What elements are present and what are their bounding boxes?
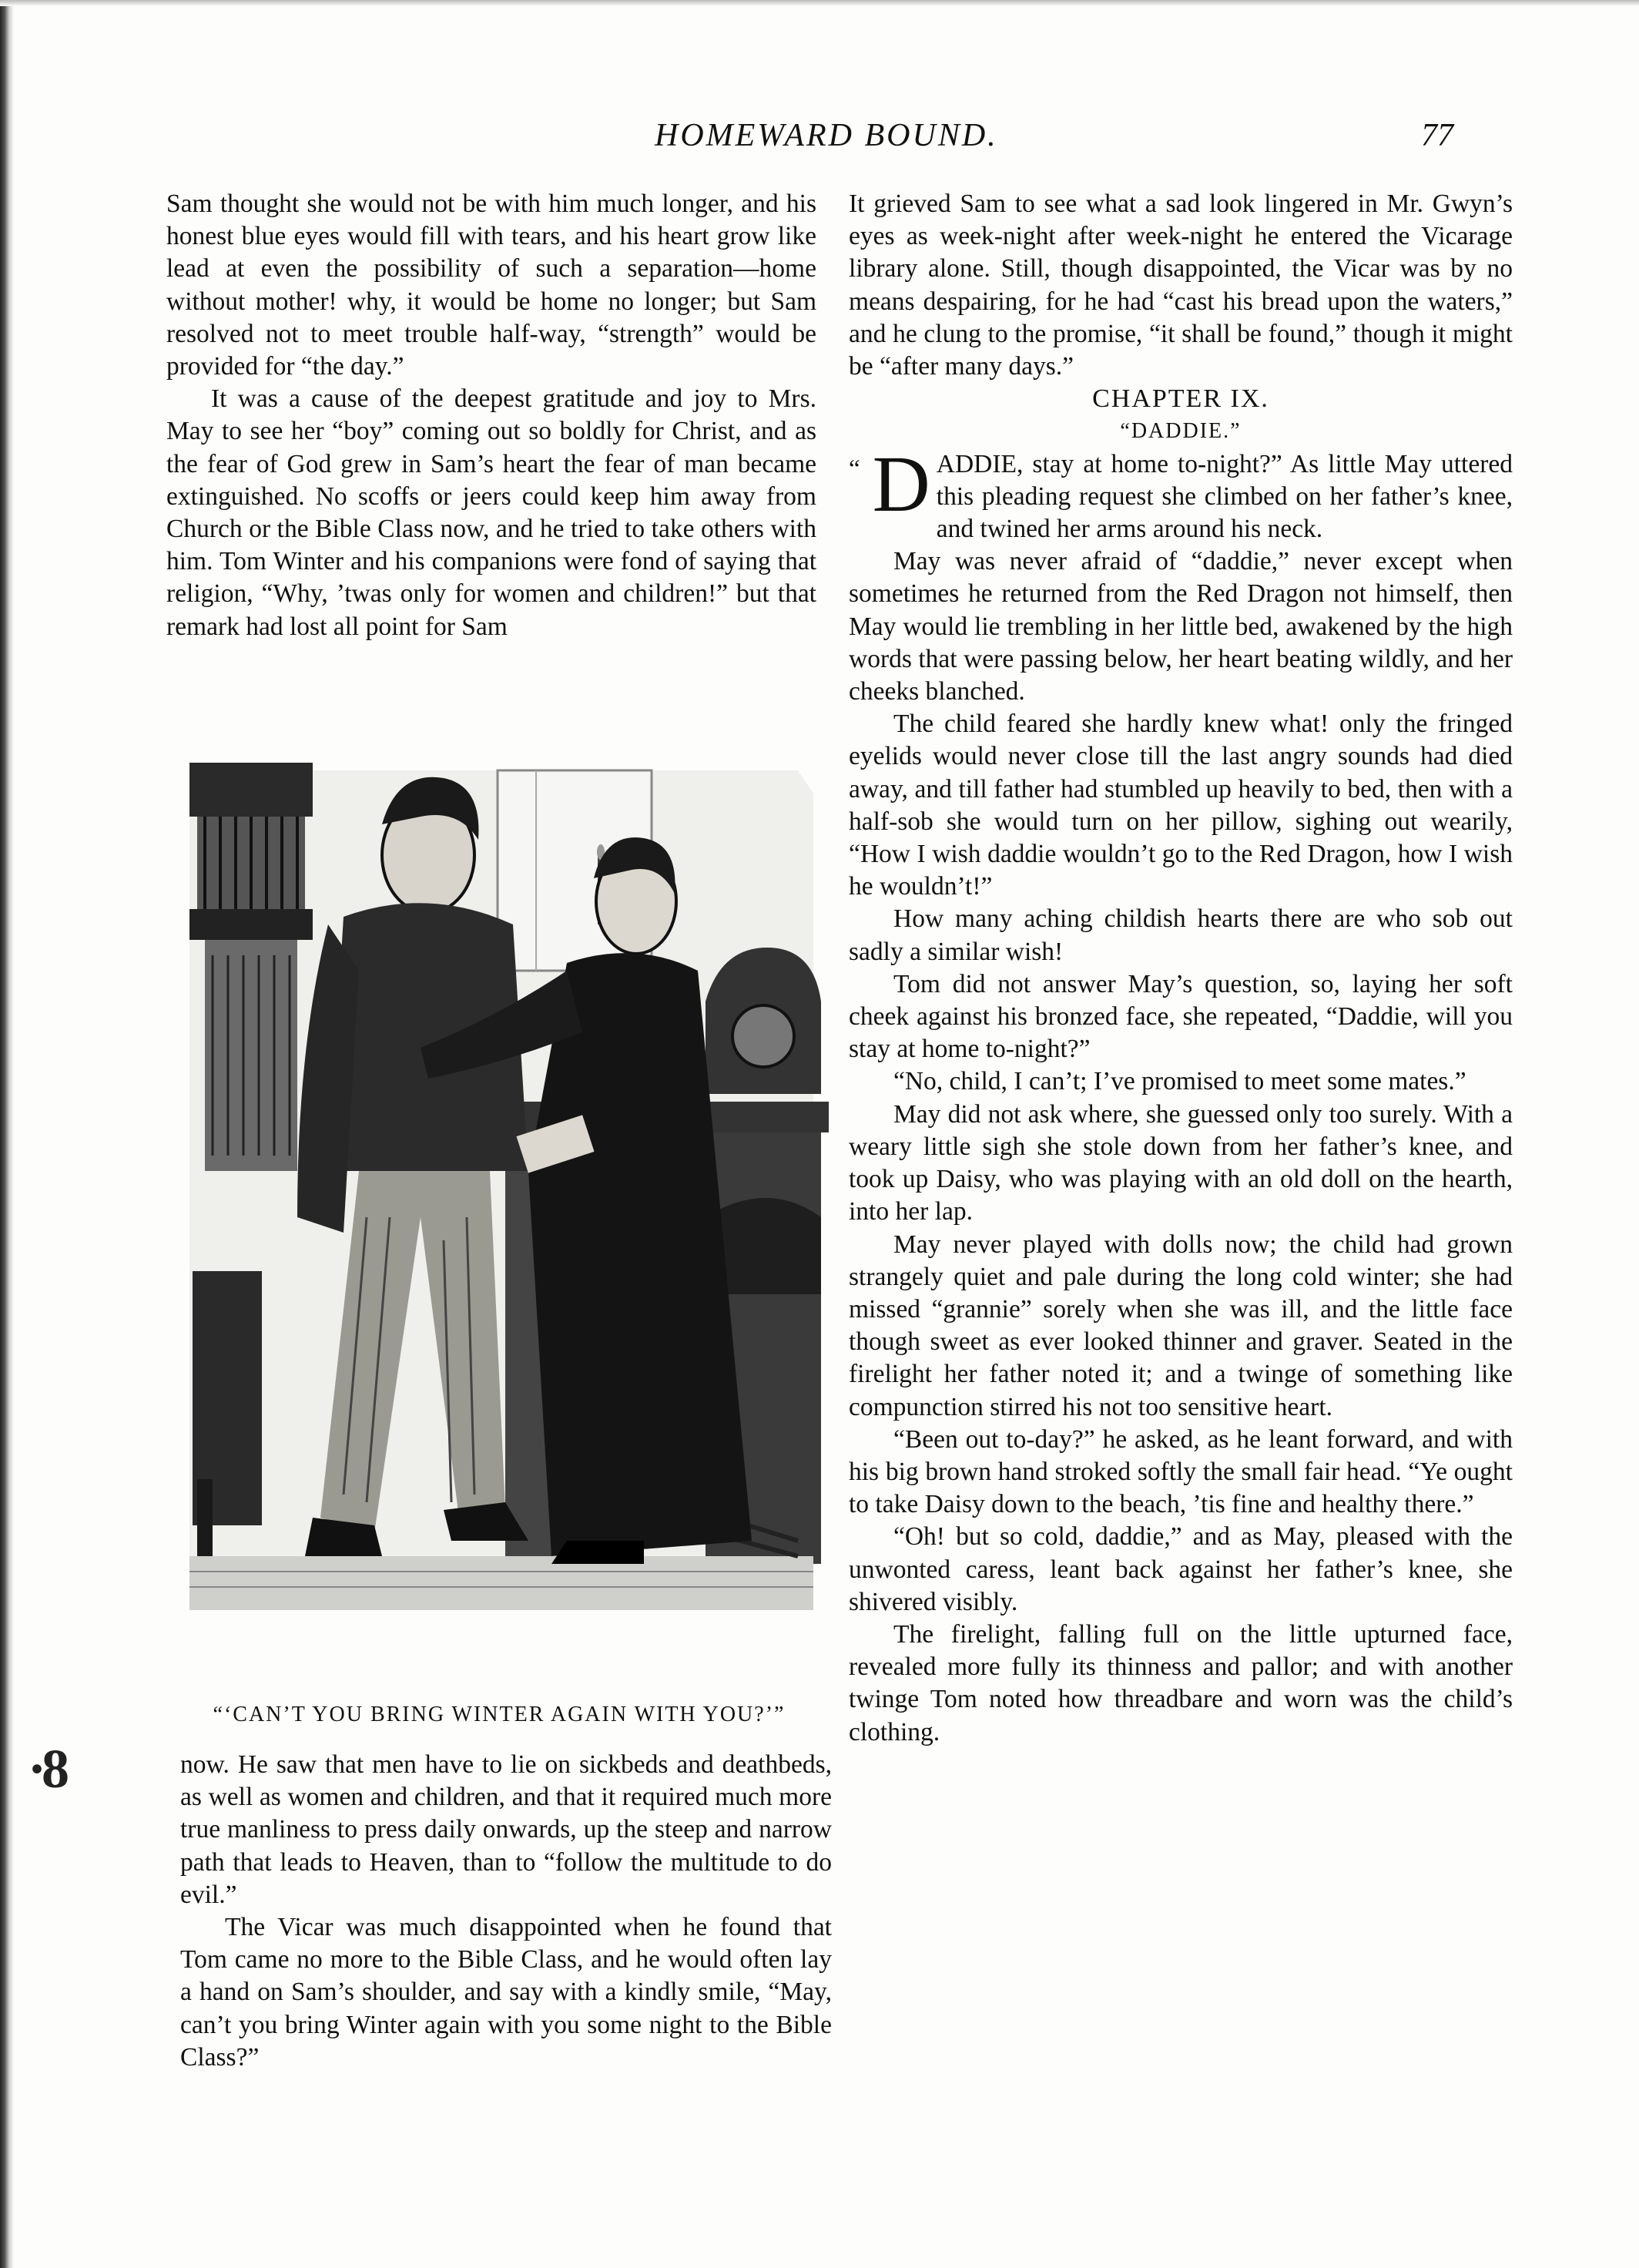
left-column-bottom (180, 1749, 832, 2074)
paragraph: Sam thought she would not be with him much longer, and his honest blue eyes would fill with tears, and his heart grow like lead at even the possibility of such a separation—home without mother! why, it would be home no longer; but Sam resolved not to meet trouble half-way, “strength” would be provided for “the day.” (166, 190, 816, 381)
chapter-title: CHAPTER IX. (1092, 384, 1269, 414)
left-column-top (166, 188, 816, 643)
right-column (849, 188, 1513, 1749)
drop-cap: D (872, 439, 930, 528)
paragraph-text: ADDIE, stay at home to-night?” As little May uttered this pleading request she climbed on her father’s knee, and twined her arms around his neck. (936, 449, 1513, 544)
paragraph: “Been out to-day?” he asked, as he leant forward, and with his big brown hand stroked softly the small fair head. “Ye ought to take Daisy down to the beach, ’tis fine and healthy there.” (849, 1424, 1513, 1519)
paragraph: “Oh! but so cold, daddie,” and as May, pleased with the unwonted caress, leant back against her father’s knee, she shivered visibly. (849, 1522, 1513, 1616)
paragraph: “No, child, I can’t; I’ve promised to meet some mates.” (893, 1067, 1466, 1096)
illustration-caption: “‘CAN’T YOU BRING WINTER AGAIN WITH YOU?’” (213, 1703, 786, 1726)
paragraph: May never played with dolls now; the child had grown strangely quiet and pale during the long cold winter; she had missed “grannie” sorely when she was ill, and the little face though sweet as ever looked thinner and graver. Seated in the firelight her father noted it; and a twinge of something like compunction stirred his not too sensitive heart. (849, 1230, 1513, 1421)
opening-quote-mark: “ (849, 455, 860, 483)
chapter-subtitle: “DADDIE.” (1120, 419, 1242, 444)
paragraph: The firelight, falling full on the little upturned face, revealed more fully its thinness and pallor; and with another twinge Tom noted how threadbare and worn was the child’s clothing. (849, 1619, 1513, 1746)
margin-ink-mark: ·8 (28, 1738, 65, 1800)
paragraph: Tom did not answer May’s question, so, laying her soft cheek against his bronzed face, she repeated, “Daddie, will you stay at home to-night?” (849, 969, 1513, 1064)
paragraph: It grieved Sam to see what a sad look lingered in Mr. Gwyn’s eyes as week-night after week-night he entered the Vicarage library alone. Still, though disappointed, the Vicar was by no means despairing, for he had “cast his bread upon the waters,” and he clung to the promise, “it shall be found,” though it might be “after many days.” (849, 190, 1513, 381)
paragraph: now. He saw that men have to lie on sickbeds and deathbeds, as well as women and children, and that it required much more true manliness to press daily onwards, up the steep and narrow path that leads to Heaven, than to “follow the multitude to do evil.” (180, 1750, 832, 1909)
paragraph: The Vicar was much disappointed when he found that Tom came no more to the Bible Class, and he would often lay a hand on Sam’s shoulder, and say with a kindly smile, “May, can’t you bring Winter again with you some night to the Bible Class?” (180, 1913, 832, 2072)
illustration-vicar-and-sam (166, 740, 832, 1687)
engraving-illustration (166, 740, 832, 1687)
paragraph: May was never afraid of “daddie,” never except when sometimes he returned from the Red Dragon not himself, then May would lie trembling in her little bed, awakened by the high words that were passing below, her heart beating wildly, and her cheeks blanched. (849, 547, 1513, 706)
paragraph: How many aching childish hearts there are who sob out sadly a similar wish! (849, 904, 1513, 966)
page-top-edge (0, 0, 1639, 6)
running-title: HOMEWARD BOUND. (655, 118, 998, 153)
page-number: 77 (1421, 118, 1453, 153)
paragraph: It was a cause of the deepest gratitude and joy to Mrs. May to see her “boy” coming out so boldly for Christ, and as the fear of God grew in Sam’s heart the fear of man became extinguished. No scoffs or jeers could keep him away from Church or the Bible Class now, and he tried to take others with him. Tom Winter and his companions were fond of saying that religion, “Why, ’twas only for women and children!” but that remark had lost all point for Sam (166, 384, 816, 641)
page-binding-edge (0, 0, 14, 2268)
paragraph: The child feared she hardly knew what! only the fringed eyelids would never close till the last angry sounds had died away, and till father had stumbled up heavily to bed, then with a half-sob she would turn on her pillow, sighing out wearily, “How I wish daddie wouldn’t go to the Red Dragon, how I wish he wouldn’t!” (849, 710, 1513, 901)
chapter-opening-paragraph (849, 439, 1513, 546)
paragraph: May did not ask where, she guessed only too surely. With a weary little sigh she stole down from her father’s knee, and took up Daisy, who was playing with an old doll on the hearth, into her lap. (849, 1099, 1513, 1226)
